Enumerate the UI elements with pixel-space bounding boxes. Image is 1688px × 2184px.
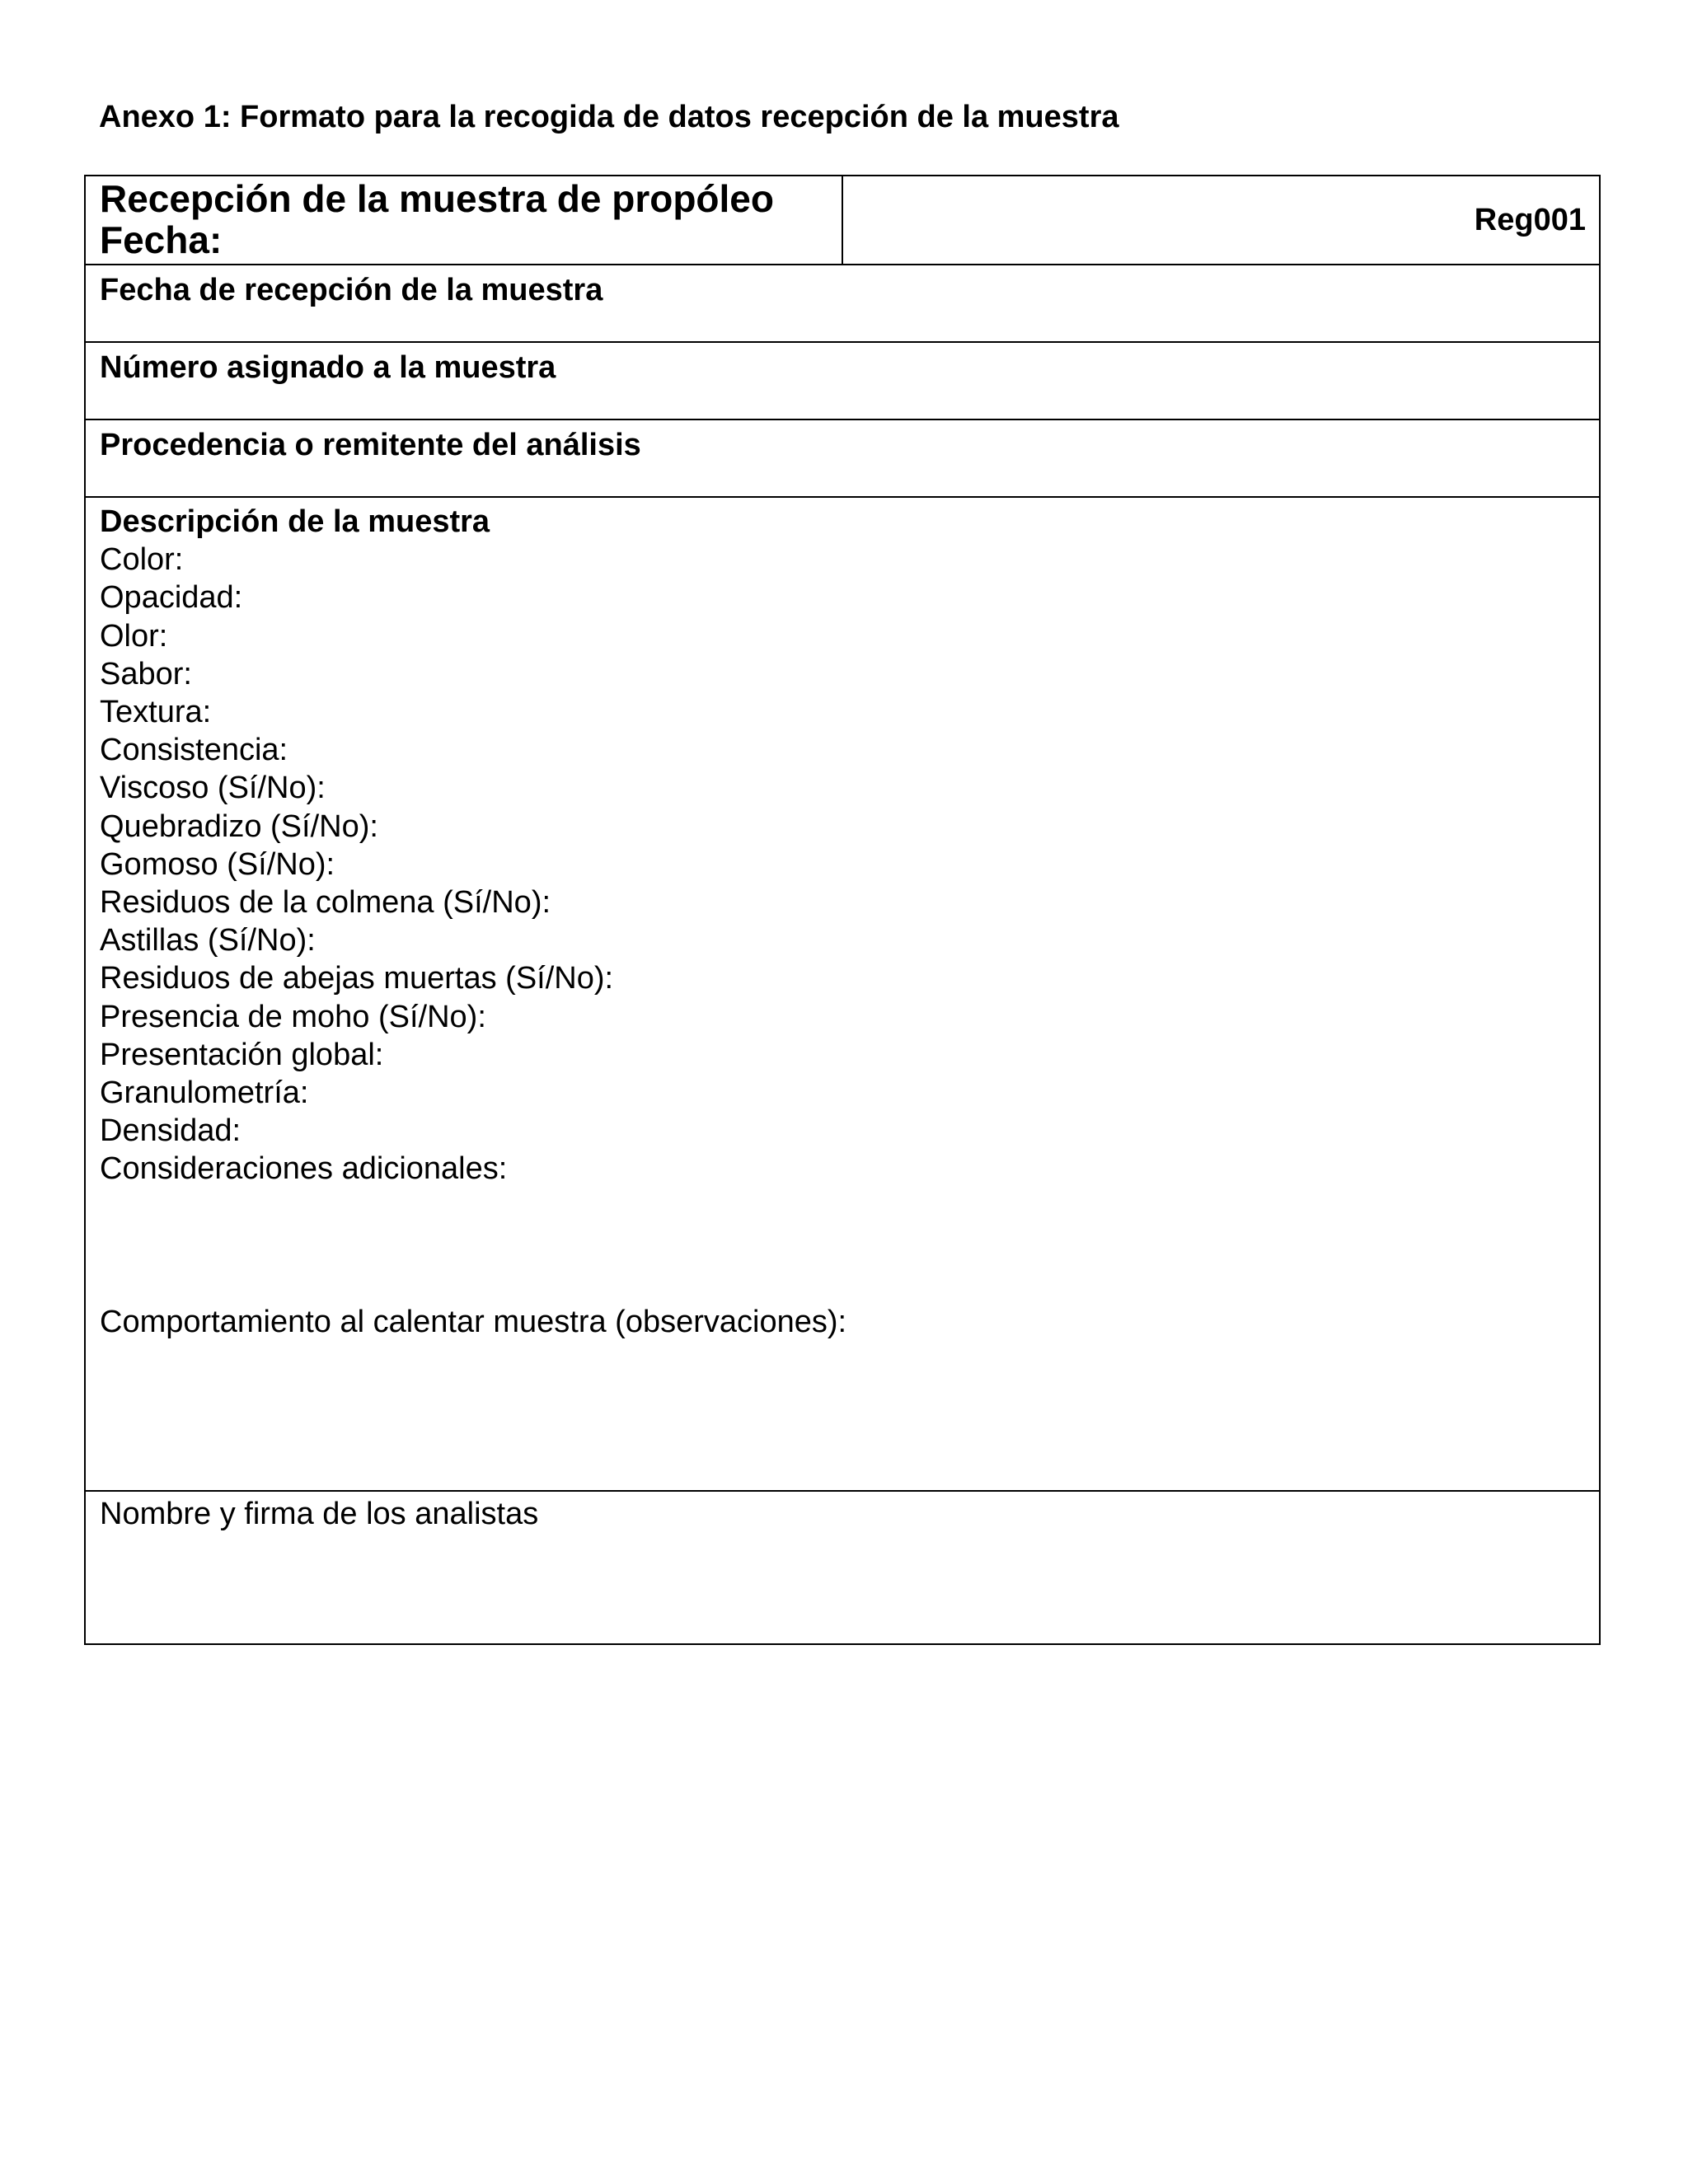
form-code-cell (843, 176, 1599, 264)
analysts-signature-field[interactable]: Nombre y firma de los analistas (100, 1497, 539, 1531)
description-item-odor: Olor: (100, 618, 168, 654)
description-heading: Descripción de la muestra (100, 504, 490, 539)
description-item-gummy: Gomoso (Sí/No): (100, 846, 335, 882)
description-items (100, 541, 1599, 1188)
description-item-splinters: Astillas (Sí/No): (100, 923, 316, 958)
form-header-title (86, 176, 843, 264)
description-item-consistency: Consistencia: (100, 733, 288, 768)
description-item-brittle: Quebradizo (Sí/No): (100, 808, 378, 844)
description-item-hive-residue: Residuos de la colmena (Sí/No): (100, 885, 551, 921)
form-header (86, 176, 1599, 265)
form-code: Reg001 (1474, 202, 1586, 237)
sample-description-section[interactable] (86, 498, 1599, 1492)
description-item-texture: Textura: (100, 695, 212, 730)
field-origin-sender[interactable]: Procedencia o remitente del análisis (86, 420, 1599, 498)
description-item-taste: Sabor: (100, 656, 192, 691)
field-reception-date[interactable]: Fecha de recepción de la muestra (86, 265, 1599, 343)
description-item-overall-presentation: Presentación global: (100, 1037, 384, 1072)
document-title: Anexo 1: Formato para la recogida de datos recepción de la muestra (99, 100, 1119, 134)
description-item-mold: Presencia de moho (Sí/No): (100, 999, 486, 1034)
sample-reception-form (84, 175, 1601, 1645)
description-item-additional-considerations: Consideraciones adicionales: (100, 1151, 508, 1187)
description-item-opacity: Opacidad: (100, 580, 243, 616)
form-title: Recepción de la muestra de propóleo (100, 177, 774, 220)
description-item-viscous: Viscoso (Sí/No): (100, 771, 326, 806)
field-sample-number[interactable]: Número asignado a la muestra (86, 343, 1599, 420)
description-item-density: Densidad: (100, 1113, 241, 1149)
description-item-color: Color: (100, 542, 184, 578)
form-date-label: Fecha: (100, 218, 223, 261)
description-item-dead-bees: Residuos de abejas muertas (Sí/No): (100, 961, 614, 996)
description-item-granulometry: Granulometría: (100, 1076, 309, 1111)
heating-behaviour-label: Comportamiento al calentar muestra (observaciones): (100, 1304, 847, 1339)
